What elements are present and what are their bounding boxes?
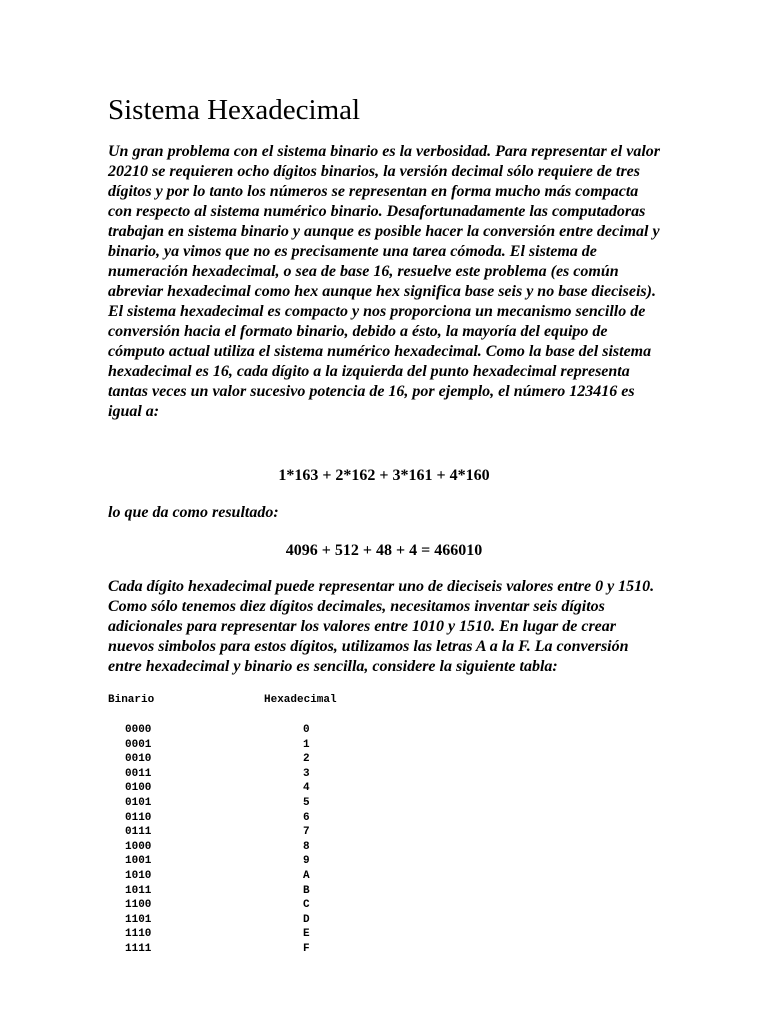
binary-cell: 1101 [125,913,152,926]
table-row [108,738,408,753]
document-page [108,92,660,957]
binary-cell: 0000 [125,724,152,736]
binary-hex-table [108,693,408,957]
hex-cell: E [303,928,310,941]
binary-cell: 0011 [125,767,152,780]
table-row [108,898,408,913]
table-row [108,825,408,840]
hex-cell: D [303,913,310,926]
hex-cell: C [303,899,310,912]
table-row [108,796,408,811]
hex-cell: 8 [303,840,310,853]
binary-cell: 1110 [125,928,152,941]
table-row [108,840,408,855]
binary-cell: 0100 [125,782,152,795]
table-row [108,767,408,782]
binary-cell: 1111 [125,942,152,955]
table-row [108,723,408,738]
binary-cell: 0110 [125,811,152,824]
hex-cell: 4 [303,782,310,795]
page-title: Sistema Hexadecimal [108,94,361,126]
intro-paragraph: Un gran problema con el sistema binario es la verbosidad. Para representar el valor 20210 se requieren ocho dígitos binarios, la versión decimal sólo requiere de tres dígitos y por lo tanto los números se representan en forma mucho más compacta con respecto al sistema numérico binario. Desafortunadamente las computadoras trabajan en sistema binario y aunque es posible hacer la conversión entre decimal y binario, ya vimos que no es precisamente una tarea cómoda. El sistema de numeración hexadecimal, o sea de base 16, resuelve este problema (es común abreviar hexadecimal como hex aunque hex significa base seis y no base dieciseis). El sistema hexadecimal es compacto y nos proporciona un mecanismo sencillo de conversión hacia el formato binario, debido a ésto, la mayoría del equipo de cómputo actual utiliza el sistema numérico hexadecimal. Como la base del sistema hexadecimal es 16, cada dígito a la izquierda del punto hexadecimal representa tantas veces un valor sucesivo potencia de 16, por ejemplo, el número 123416 es igual a: [108,143,660,420]
hex-cell: 7 [303,826,310,839]
header-hexadecimal: Hexadecimal [264,694,337,706]
table-row [108,942,408,957]
hex-cell: B [303,884,310,897]
table-row [108,752,408,767]
hex-cell: F [303,942,310,955]
table-row [108,854,408,869]
hex-cell: 6 [303,811,310,824]
header-binario: Binario [108,694,155,706]
table-header [108,693,408,708]
binary-cell: 1001 [125,855,152,868]
table-row [108,811,408,826]
hex-cell: 0 [303,724,310,736]
digits-paragraph: Cada dígito hexadecimal puede representar uno de dieciseis valores entre 0 y 1510. Como sólo tenemos diez dígitos decimales, necesitamos inventar seis dígitos adicionales para representar los valores entre 1010 y 1510. En lugar de crear nuevos simbolos para estos dígitos, utilizamos las letras A a la F. La conversión entre hexadecimal y binario es sencilla, considere la siguiente tabla: [108,578,655,675]
result-formula: 4096 + 512 + 48 + 4 = 466010 [285,542,483,559]
binary-cell: 0010 [125,753,152,766]
hex-cell: 2 [303,753,310,766]
expansion-formula: 1*163 + 2*162 + 3*161 + 4*160 [278,467,490,484]
table-row [108,913,408,928]
binary-cell: 1000 [125,840,152,853]
table-row [108,869,408,884]
hex-cell: 9 [303,855,310,868]
binary-cell: 0111 [125,826,152,839]
table-row [108,781,408,796]
binary-cell: 0001 [125,738,152,751]
hex-cell: A [303,869,310,882]
binary-cell: 1010 [125,869,152,882]
hex-cell: 3 [303,767,310,780]
hex-cell: 5 [303,796,310,809]
table-row [108,927,408,942]
binary-cell: 1011 [125,884,152,897]
table-body [108,723,408,957]
result-paragraph: lo que da como resultado: [108,504,279,521]
hex-cell: 1 [303,738,310,751]
binary-cell: 0101 [125,796,152,809]
table-row [108,884,408,899]
binary-cell: 1100 [125,899,152,912]
